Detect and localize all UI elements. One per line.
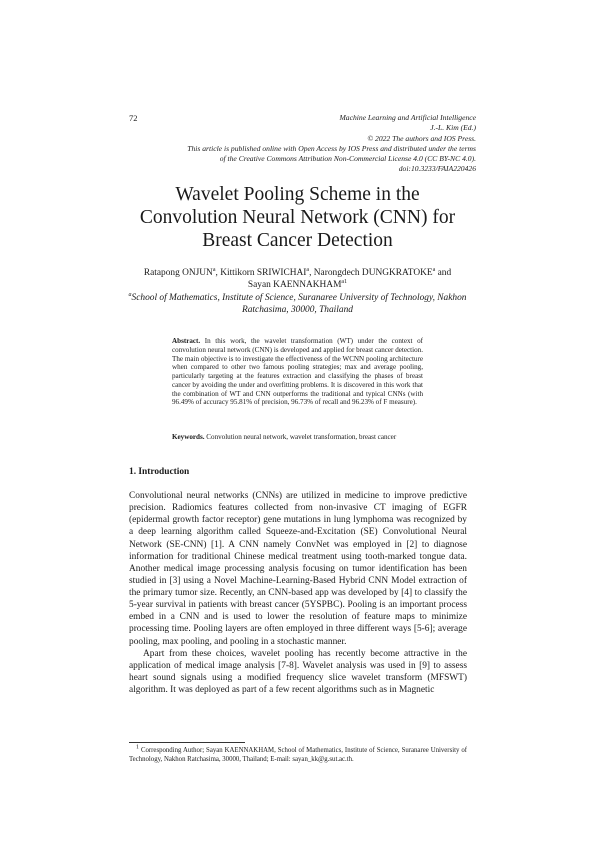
author-affil-marker: a1 <box>341 278 348 285</box>
body-paragraph: Apart from these choices, wavelet pooling has recently become attractive in the application of medical image analysis [7-8]. Wavelet analysis was used in [9] to assess heart sound signals using a modified frequency slice wavelet transform (MFSWT) algorithm. It was deployed as part of a few recent algorithms such as in Magnetic <box>129 648 467 695</box>
paper-title <box>110 183 485 252</box>
author-name: Sayan KAENNAKHAM <box>247 280 342 290</box>
footnote <box>129 744 468 764</box>
footnote-text: Corresponding Author; Sayan KAENNAKHAM, School of Mathematics, Institute of Science, Suranaree University of Technology, Nakhon Ratchasima, 30000, Thailand; E-mail: sayan_kk@g.sut.ac.th. <box>129 747 468 763</box>
keywords-label: Keywords. <box>172 433 205 441</box>
affiliation-text: School of Mathematics, Institute of Science, Suranaree University of Technology, Nakhon Ratchasima, 30000, Thailand <box>131 293 467 315</box>
keywords-text: Convolution neural network, wavelet transformation, breast cancer <box>206 433 397 441</box>
footnote-divider <box>129 742 245 743</box>
title-line: Convolution Neural Network (CNN) for <box>139 207 456 228</box>
affiliation-marker: a <box>128 291 132 298</box>
author-affil-marker: a <box>432 266 436 273</box>
meta-line-doi: doi:10.3233/FAIA220426 <box>398 164 476 174</box>
meta-line-copyright: © 2022 The authors and IOS Press. <box>367 133 476 143</box>
abstract <box>172 337 423 407</box>
footnote-marker: 1 <box>136 744 139 751</box>
author-affil-marker: a <box>306 266 310 273</box>
body-paragraph: Convolutional neural networks (CNNs) are utilized in medicine to improve predictive precision. Radiomics features collected from non-invasive CT imaging of EGFR (epidermal growth factor receptor) gene mutations in lung lymphoma was recognized by a deep learning algorithm called Squeeze-and-Excitation (SE) Convolutional Neural Network (SE-CNN) [1]. A CNN namely ConvNet was employed in [2] to diagnose information for traditional Chinese medical treatment using tooth-marked tongue data. Another medical image processing analysis focusing on tumor identification has been studied in [3] using a Novel Machine-Learning-Based Hybrid CNN Model extraction of the primary tumor size. Recently, an CNN-based app was developed by [4] to classify the 5-year survival in patients with breast cancer (5YSPBC). Pooling is an important process embed in a CNN and is used to lower the resolution of feature maps to minimize processing time. Pooling layers are often employed in three different ways [5-6]; average pooling, max pooling, and pooling in a stochastic manner. <box>129 491 467 647</box>
abstract-text: In this work, the wavelet transformation (WT) under the context of convolution neural network (CNN) is developed and applied for breast cancer detection. The main objective is to investigate the effectiveness of the WCNN pooling architecture when compared to other two famous pooling strategies; max and average pooling, particularly targeting at the features extraction and classifying the phases of breast cancer by avoiding the under and overfitting problems. It is discovered in this work that the combination of WT and CNN outperforms the traditional and typical CNNs (with 96.49% of accuracy 95.81% of precision, 96.73% of recall and 96.23% of F measure). <box>172 337 423 407</box>
meta-line-editor: J.-L. Kim (Ed.) <box>430 123 476 133</box>
author-separator: , <box>309 268 314 278</box>
author-name: Narongdech DUNGKRATOKE <box>313 268 433 278</box>
affiliation <box>115 292 480 316</box>
title-line: Wavelet Pooling Scheme in the <box>175 184 420 205</box>
author-name: Ratapong ONJUN <box>143 268 213 278</box>
author-separator: and <box>435 268 452 278</box>
page-number: 72 <box>129 113 138 123</box>
author-list <box>115 267 480 291</box>
meta-line-license-2: of the Creative Commons Attribution Non-Commercial License 4.0 (CC BY-NC 4.0). <box>219 154 476 164</box>
keywords <box>172 433 423 442</box>
meta-line-license-1: This article is published online with Open Access by IOS Press and distributed under the terms <box>187 143 476 153</box>
abstract-label: Abstract. <box>172 337 201 345</box>
publication-metadata <box>160 113 476 175</box>
author-name: Kittikorn SRIWICHAI <box>220 268 307 278</box>
author-separator: , <box>215 268 221 278</box>
section-heading: 1. Introduction <box>129 467 190 477</box>
meta-line-series: Machine Learning and Artificial Intelligence <box>339 113 476 122</box>
section-body <box>129 490 467 696</box>
title-line: Breast Cancer Detection <box>202 230 393 251</box>
author-affil-marker: a <box>212 266 216 273</box>
